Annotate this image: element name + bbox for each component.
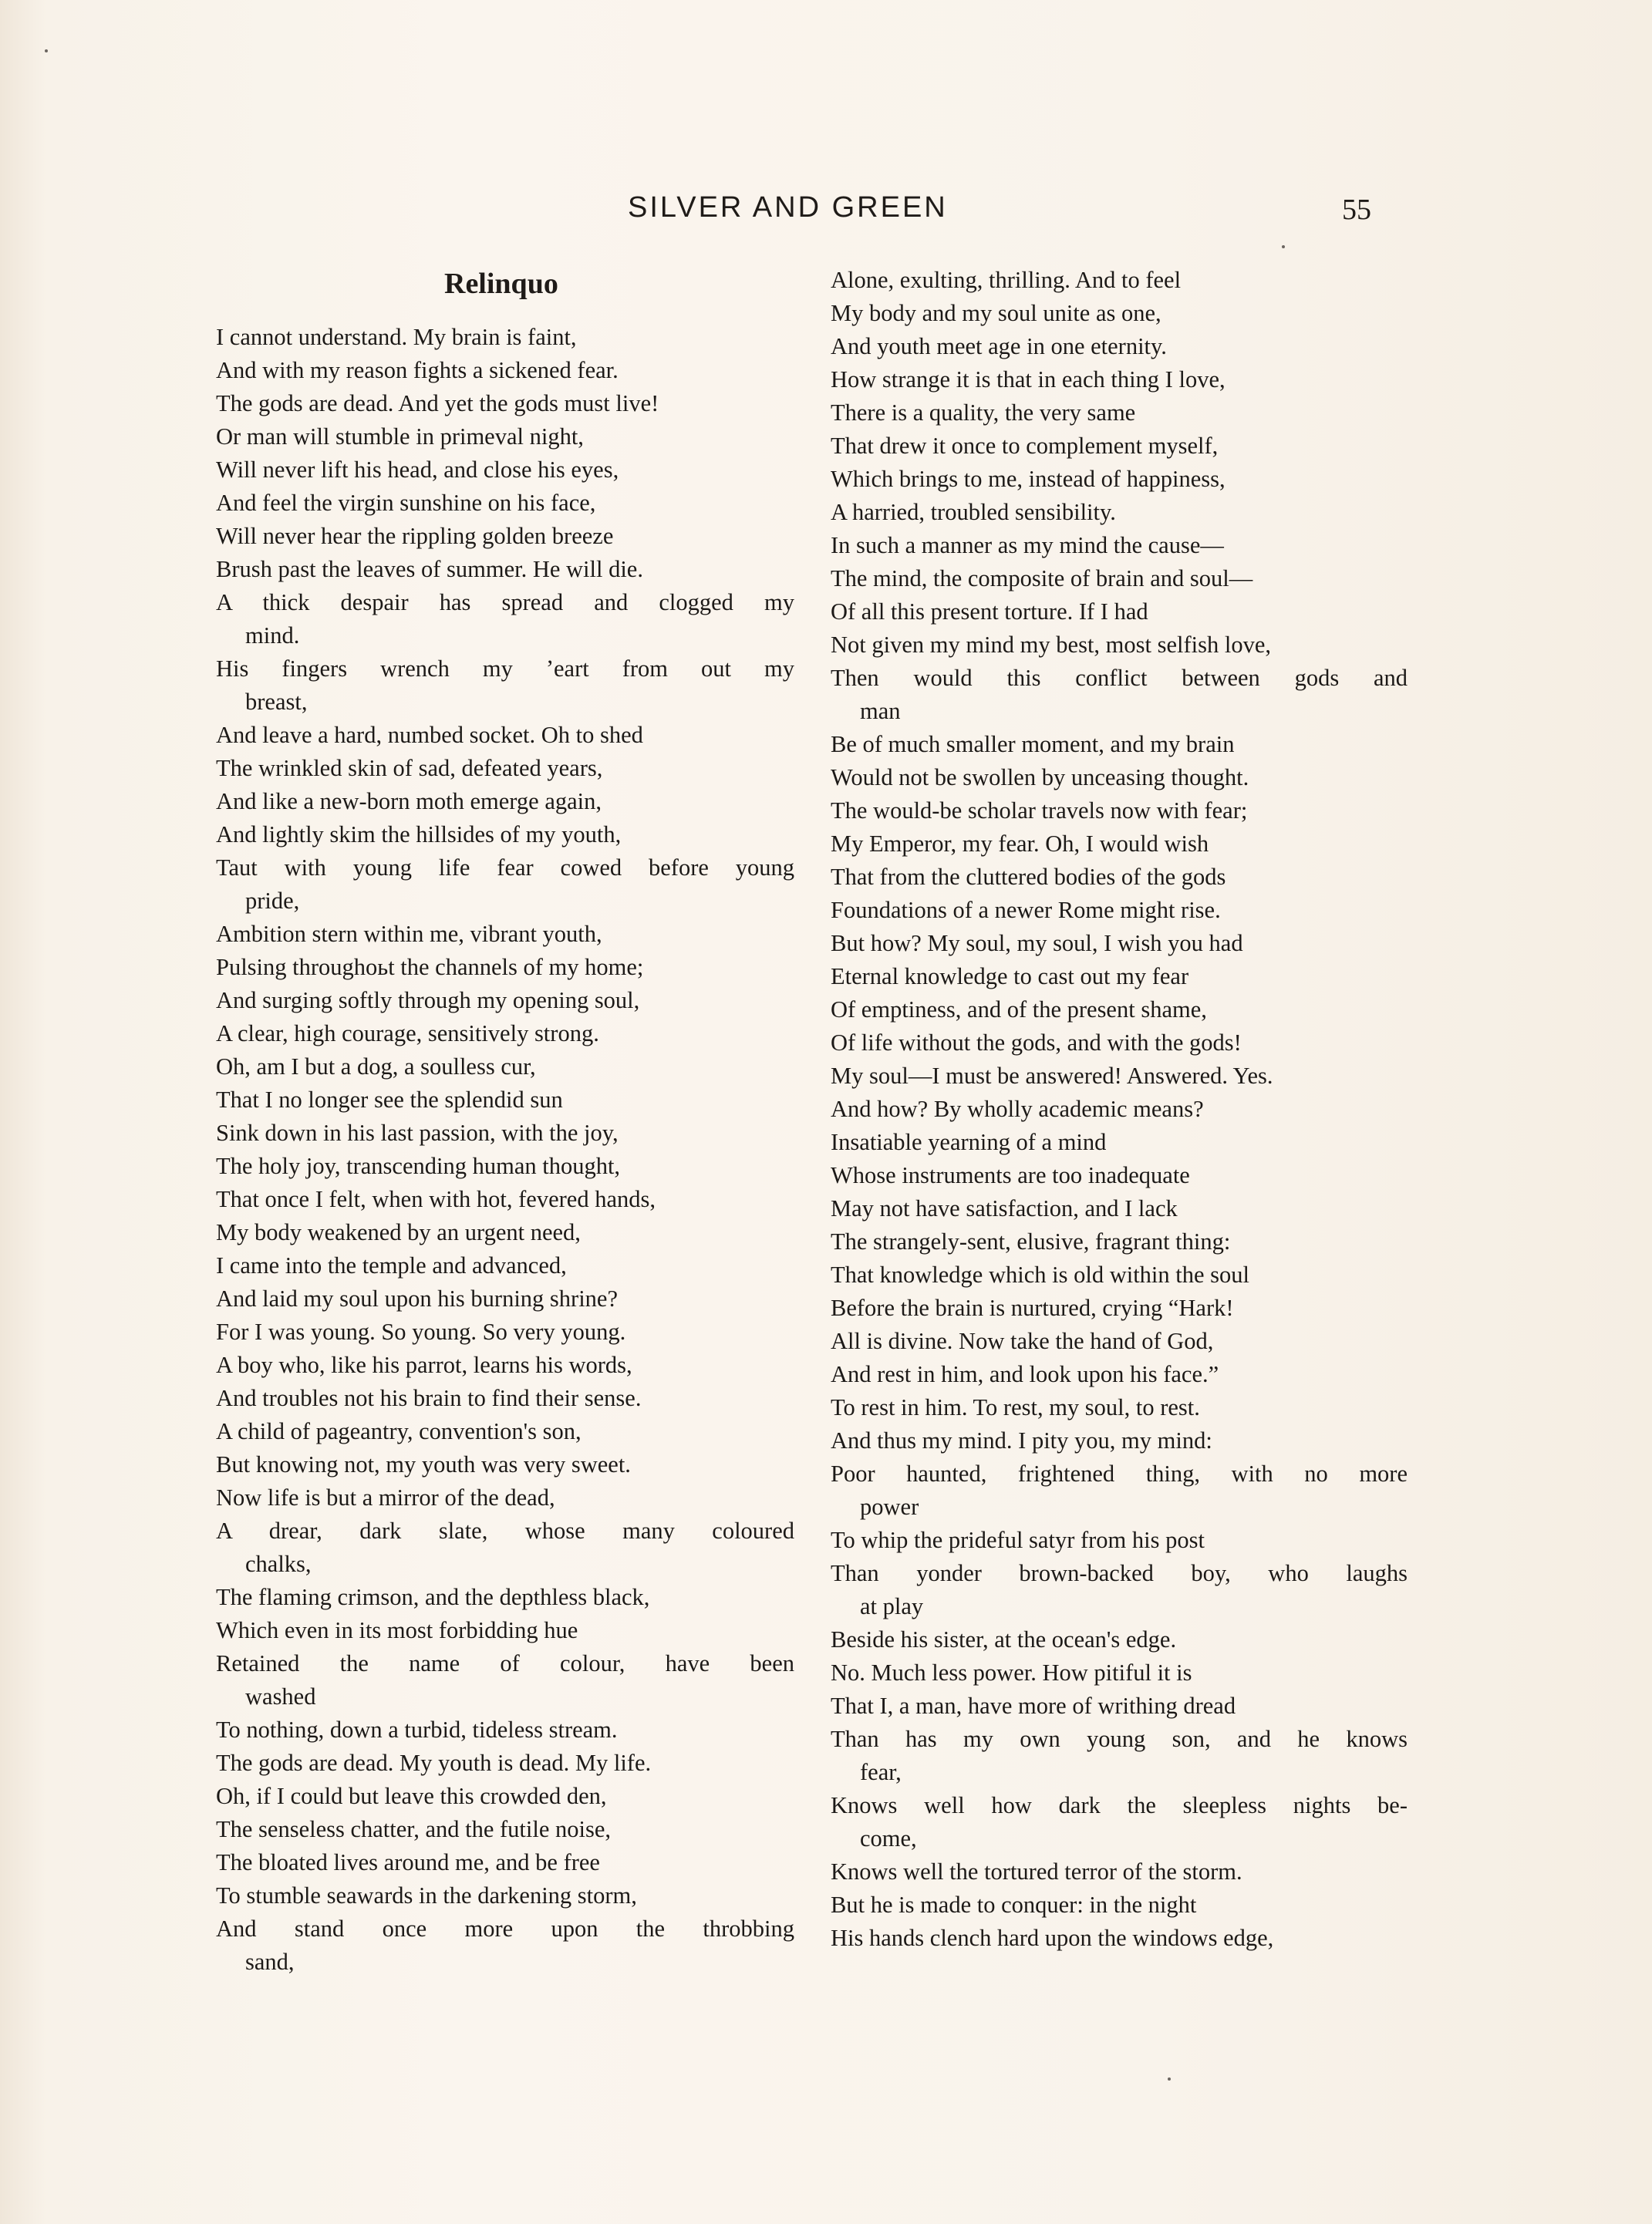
poem-line: Would not be swollen by unceasing thought. [831,764,1249,790]
poem-line: fear, [860,1759,902,1785]
poem-line: Than yonder brown-backed boy, who laughs [831,1560,1408,1586]
poem-line: Which brings to me, instead of happiness, [831,466,1226,492]
page-speck [45,49,48,52]
poem-line: For I was young. So young. So very young. [216,1319,626,1345]
poem-line: The gods are dead. And yet the gods must live! [216,390,659,416]
poem-line: Or man will stumble in primeval night, [216,423,584,450]
poem-line: But he is made to conquer: in the night [831,1892,1197,1918]
poem-line: Oh, am I but a dog, a soulless cur, [216,1053,536,1080]
poem-line: I cannot understand. My brain is faint, [216,324,577,350]
poem-line: That from the cluttered bodies of the gods [831,864,1226,890]
poem-line: A drear, dark slate, whose many coloured [216,1518,794,1544]
poem-line: And feel the virgin sunshine on his face, [216,490,596,516]
poem-line: Of emptiness, and of the present shame, [831,996,1207,1023]
poem-line: And with my reason fights a sickened fear. [216,357,619,383]
poem-line: No. Much less power. How pitiful it is [831,1660,1192,1686]
poem-line: Which even in its most forbidding hue [216,1617,578,1643]
poem-line: Before the brain is nurtured, crying “Hark! [831,1295,1234,1321]
poem-line: Taut with young life fear cowed before young [216,854,794,881]
poem-line: Not given my mind my best, most selfish love, [831,632,1271,658]
poem-line: The wrinkled skin of sad, defeated years, [216,755,603,781]
poem-line: The strangely-sent, elusive, fragrant thing: [831,1228,1231,1255]
poem-line: Then would this conflict between gods and [831,665,1408,691]
poem-line: Be of much smaller moment, and my brain [831,731,1235,757]
poem-line: And youth meet age in one eternity. [831,333,1167,359]
poem-line: The senseless chatter, and the futile noise, [216,1816,612,1842]
poem-line: The flaming crimson, and the depthless black, [216,1584,650,1610]
page-number: 55 [1342,194,1371,226]
poem-line: That once I felt, when with hot, fevered hands, [216,1186,656,1212]
poem-line: The bloated lives around me, and be free [216,1849,600,1875]
poem-line: And lightly skim the hillsides of my youth, [216,821,622,847]
poem-line: Of life without the gods, and with the gods! [831,1029,1242,1056]
poem-line: There is a quality, the very same [831,399,1136,426]
poem-line: chalks, [245,1551,312,1577]
poem-title: Relinquo [444,268,558,300]
poem-line: Whose instruments are too inadequate [831,1162,1190,1188]
poem-line: His fingers wrench my ʼeart from out my [216,655,794,682]
page-speck [1168,2077,1171,2081]
running-title: SILVER AND GREEN [628,191,948,224]
page-speck [1282,245,1285,248]
poem-line: And like a new-born moth emerge again, [216,788,602,814]
poem-line: A thick despair has spread and clogged my [216,589,794,615]
poem-line: And stand once more upon the throbbing [216,1916,794,1942]
poem-line: Pulsing throughoьt the channels of my home; [216,954,644,980]
poem-line: Brush past the leaves of summer. He will die. [216,556,643,582]
poem-line: Alone, exulting, thrilling. And to feel [831,267,1182,293]
poem-line: That I, a man, have more of writhing dread [831,1693,1236,1719]
poem-line: breast, [245,689,308,715]
poem-line: Eternal knowledge to cast out my fear [831,963,1189,989]
poem-line: Knows well the tortured terror of the storm. [831,1858,1242,1885]
poem-line: That I no longer see the splendid sun [216,1087,563,1113]
poem-line: at play [860,1593,924,1619]
poem-line: And leave a hard, numbed socket. Oh to shed [216,722,643,748]
poem-left-column [216,321,794,1979]
poem-line: Will never lift his head, and close his eyes, [216,457,619,483]
poem-line: washed [245,1683,316,1710]
poem-line: mind. [245,622,300,649]
poem-line: To nothing, down a turbid, tideless stream. [216,1717,618,1743]
poem-line: And troubles not his brain to find their sense. [216,1385,642,1411]
poem-line: How strange it is that in each thing I love, [831,366,1226,393]
poem-line: To rest in him. To rest, my soul, to rest. [831,1394,1200,1420]
poem-line: sand, [245,1949,295,1975]
poem-line: The gods are dead. My youth is dead. My life. [216,1750,652,1776]
poem-line: And thus my mind. I pity you, my mind: [831,1427,1212,1454]
poem-line: power [860,1494,919,1520]
poem-line: The holy joy, transcending human thought, [216,1153,621,1179]
poem-line: Of all this present torture. If I had [831,598,1148,625]
poem-line: Oh, if I could but leave this crowded den, [216,1783,607,1809]
poem-line: Beside his sister, at the ocean's edge. [831,1626,1177,1653]
poem-line: To whip the prideful satyr from his post [831,1527,1205,1553]
poem-line: Than has my own young son, and he knows [831,1726,1408,1752]
poem-line: To stumble seawards in the darkening storm, [216,1882,637,1909]
poem-line: And laid my soul upon his burning shrine? [216,1286,619,1312]
poem-line: The would-be scholar travels now with fear; [831,797,1248,824]
poem-line: My body weakened by an urgent need, [216,1219,581,1245]
poem-right-column [831,264,1408,1955]
poem-line: A boy who, like his parrot, learns his words, [216,1352,632,1378]
poem-line: And how? By wholly academic means? [831,1096,1204,1122]
poem-line: May not have satisfaction, and I lack [831,1195,1178,1222]
poem-line: Insatiable yearning of a mind [831,1129,1107,1155]
poem-line: But how? My soul, my soul, I wish you had [831,930,1243,956]
poem-line: Sink down in his last passion, with the joy, [216,1120,619,1146]
poem-line: All is divine. Now take the hand of God, [831,1328,1214,1354]
poem-line: Knows well how dark the sleepless nights be- [831,1792,1408,1818]
poem-line: A clear, high courage, sensitively strong. [216,1020,599,1046]
poem-line: His hands clench hard upon the windows edge, [831,1925,1274,1951]
poem-line: man [860,698,901,724]
poem-line: That drew it once to complement myself, [831,433,1219,459]
poem-line: Ambition stern within me, vibrant youth, [216,921,602,947]
poem-line: That knowledge which is old within the soul [831,1262,1249,1288]
poem-line: Now life is but a mirror of the dead, [216,1484,555,1511]
poem-line: And surging softly through my opening soul, [216,987,640,1013]
poem-line: My Emperor, my fear. Oh, I would wish [831,831,1209,857]
poem-line: But knowing not, my youth was very sweet. [216,1451,631,1478]
poem-line: Retained the name of colour, have been [216,1650,794,1676]
poem-line: come, [860,1825,917,1852]
poem-line: pride, [245,888,300,914]
poem-line: The mind, the composite of brain and soul— [831,565,1253,591]
poem-line: Foundations of a newer Rome might rise. [831,897,1221,923]
poem-line: And rest in him, and look upon his face.” [831,1361,1219,1387]
poem-line: My body and my soul unite as one, [831,300,1161,326]
poem-line: Will never hear the rippling golden breeze [216,523,614,549]
poem-line: My soul—I must be answered! Answered. Yes. [831,1063,1273,1089]
poem-line: In such a manner as my mind the cause— [831,532,1224,558]
poem-line: I came into the temple and advanced, [216,1252,567,1279]
poem-line: A child of pageantry, convention's son, [216,1418,582,1444]
poem-line: Poor haunted, frightened thing, with no more [831,1461,1408,1487]
poem-line: A harried, troubled sensibility. [831,499,1116,525]
